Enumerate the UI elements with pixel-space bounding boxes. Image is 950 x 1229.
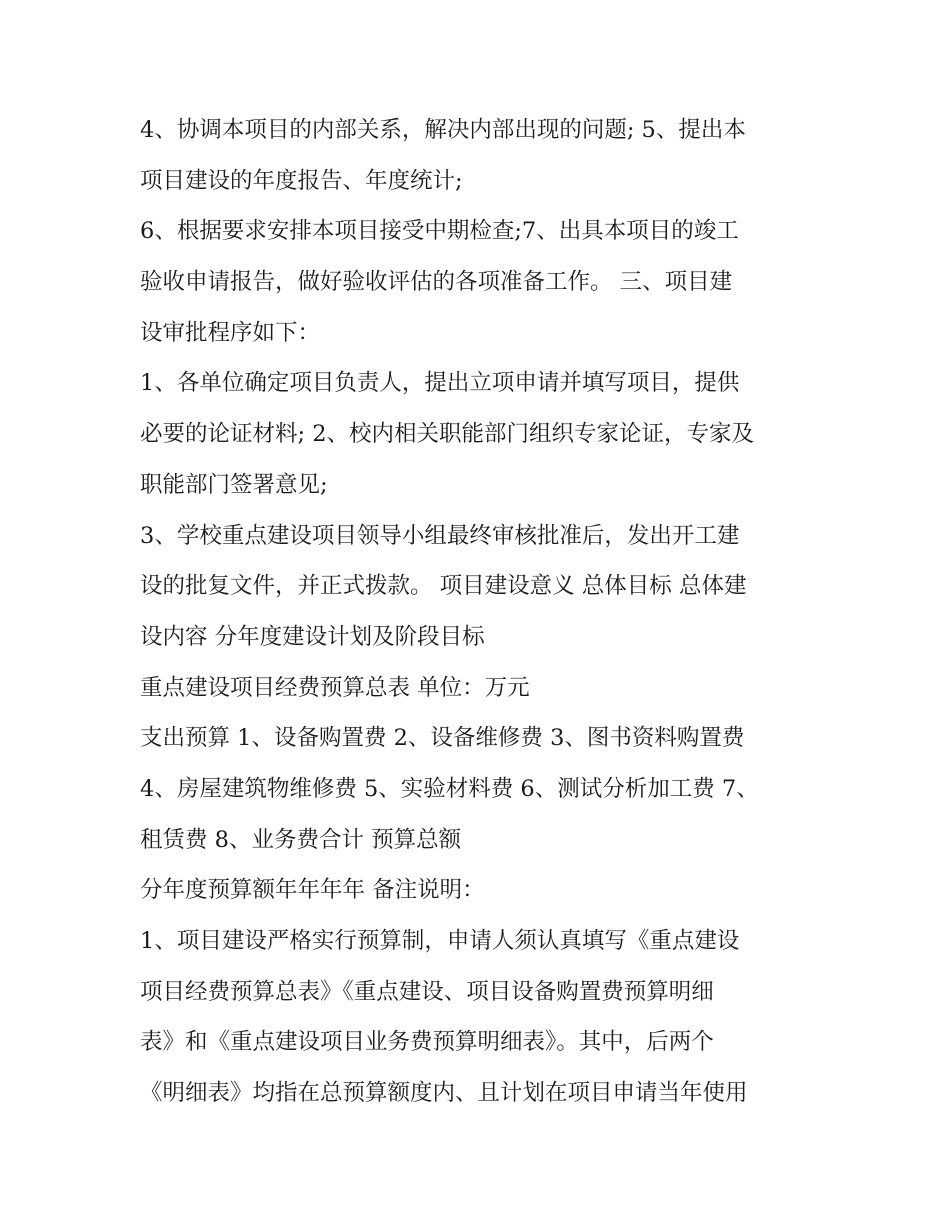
- text-line: 租赁费 8、业务费合计 预算总额: [140, 826, 462, 853]
- text-line: 分年度预算额年年年年 备注说明：: [140, 877, 485, 904]
- text-line: 重点建设项目经费预算总表 单位：万元: [140, 674, 530, 701]
- text-line: 设审批程序如下：: [140, 319, 321, 346]
- text-line: 3、学校重点建设项目领导小组最终审核批准后，发出开工建: [140, 522, 740, 549]
- text-line: 设的批复文件，并正式拨款。 项目建设意义 总体目标 总体建: [140, 573, 747, 600]
- text-line: 验收申请报告，做好验收评估的各项准备工作。 三、项目建: [140, 269, 733, 296]
- text-line: 《明细表》均指在总预算额度内、且计划在项目申请当年使用: [140, 1080, 748, 1107]
- text-line: 4、协调本项目的内部关系，解决内部出现的问题; 5、提出本: [140, 117, 746, 143]
- text-line: 表》和《重点建设项目业务费预算明细表》。其中，后两个: [140, 1029, 714, 1056]
- text-line: 支出预算 1、设备购置费 2、设备维修费 3、图书资料购置费: [140, 725, 745, 752]
- text-line: 项目经费预算总表》《重点建设、项目设备购置费预算明细: [140, 978, 714, 1005]
- text-line: 1、各单位确定项目负责人，提出立项申请并填写项目，提供: [140, 370, 740, 397]
- text-line: 项目建设的年度报告、年度统计;: [140, 167, 463, 194]
- text-line: 职能部门签署意见;: [140, 471, 328, 498]
- text-line: 设内容 分年度建设计划及阶段目标: [140, 623, 485, 650]
- text-line: 6、根据要求安排本项目接受中期检查;7、出具本项目的竣工: [140, 218, 739, 245]
- text-line: 必要的论证材料; 2、校内相关职能部门组织专家论证，专家及: [140, 421, 755, 448]
- document-body: [140, 105, 830, 1119]
- text-line: 1、项目建设严格实行预算制，申请人须认真填写《重点建设: [140, 928, 740, 954]
- text-line: 4、房屋建筑物维修费 5、实验材料费 6、测试分析加工费 7、: [140, 775, 759, 802]
